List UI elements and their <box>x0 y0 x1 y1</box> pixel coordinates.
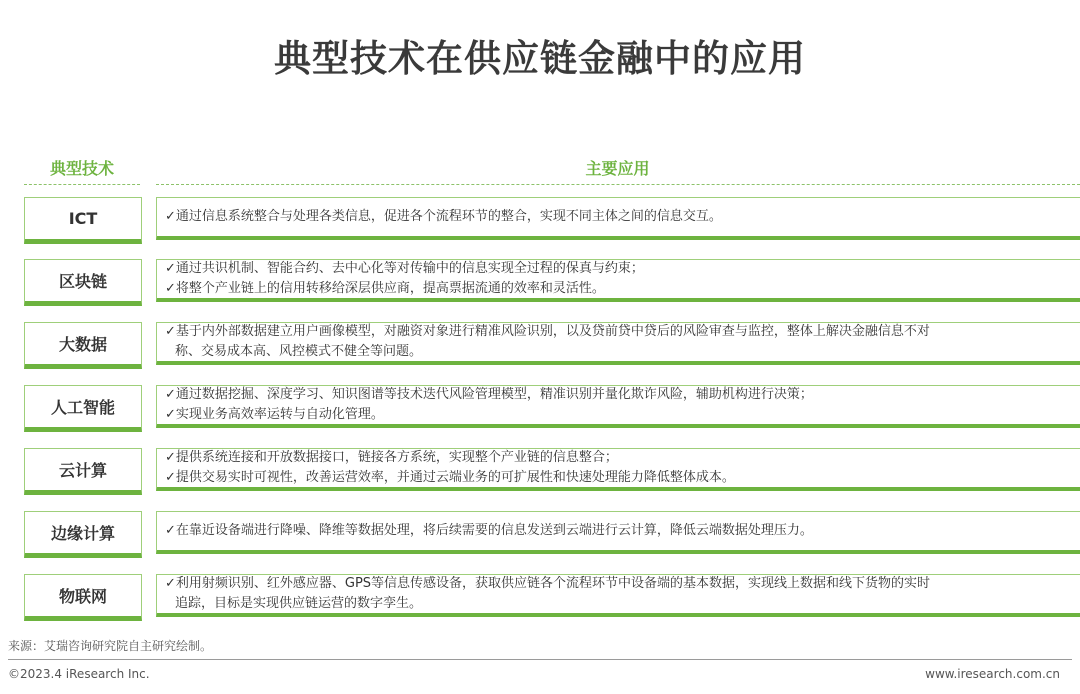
app-description <box>156 448 1080 491</box>
app-description <box>156 197 1080 240</box>
tech-label: 区块链 <box>24 259 142 306</box>
column-header-app: 主要应用 <box>585 159 650 178</box>
tech-label: 大数据 <box>24 322 142 369</box>
header-divider-tech <box>24 184 140 185</box>
tech-label: 云计算 <box>24 448 142 495</box>
table-row <box>0 197 1080 243</box>
app-description <box>156 322 1080 365</box>
app-line: ✓通过数据挖掘、深度学习、知识图谱等技术迭代风险管理模型，精准识别并量化欺诈风险，辅助机构进行决策； <box>165 387 813 402</box>
table-row <box>0 448 1080 494</box>
table-row <box>0 574 1080 620</box>
tech-label: 人工智能 <box>24 385 142 432</box>
tech-label: ICT <box>24 197 142 244</box>
copyright-text: ©2023.4 iResearch Inc. <box>8 667 150 681</box>
table-row <box>0 259 1080 305</box>
table-row <box>0 385 1080 431</box>
app-line: ✓提供交易实时可视性，改善运营效率，并通过云端业务的可扩展性和快速处理能力降低整体成本。 <box>165 470 735 485</box>
table-row <box>0 511 1080 557</box>
page-title: 典型技术在供应链金融中的应用 <box>274 37 806 80</box>
footer-divider <box>8 659 1072 660</box>
app-line: ✓利用射频识别、红外感应器、GPS等信息传感设备，获取供应链各个流程环节中设备端的基本数据，实现线上数据和线下货物的实时 <box>165 576 931 591</box>
app-line: ✓在靠近设备端进行降噪、降维等数据处理，将后续需要的信息发送到云端进行云计算，降低云端数据处理压力。 <box>165 523 813 538</box>
tech-label: 物联网 <box>24 574 142 621</box>
header-divider-app <box>156 184 1080 185</box>
table-row <box>0 322 1080 368</box>
app-line: ✓将整个产业链上的信用转移给深层供应商，提高票据流通的效率和灵活性。 <box>165 281 605 296</box>
app-line: ✓提供系统连接和开放数据接口，链接各方系统，实现整个产业链的信息整合； <box>165 450 618 465</box>
tech-label: 边缘计算 <box>24 511 142 558</box>
app-line: ✓通过信息系统整合与处理各类信息，促进各个流程环节的整合，实现不同主体之间的信息交互。 <box>165 209 722 224</box>
app-line: 追踪，目标是实现供应链运营的数字孪生。 <box>175 596 423 611</box>
app-description <box>156 574 1080 617</box>
app-line: ✓实现业务高效率运转与自动化管理。 <box>165 407 384 422</box>
column-header-tech: 典型技术 <box>49 159 114 178</box>
website-url: www.iresearch.com.cn <box>925 667 1060 681</box>
source-note: 来源：艾瑞咨询研究院自主研究绘制。 <box>8 639 213 653</box>
app-description <box>156 385 1080 428</box>
app-description <box>156 511 1080 554</box>
app-line: 称、交易成本高、风控模式不健全等问题。 <box>175 344 423 359</box>
app-description <box>156 259 1080 302</box>
app-line: ✓基于内外部数据建立用户画像模型，对融资对象进行精准风险识别，以及贷前贷中贷后的风险审查与监控，整体上解决金融信息不对 <box>165 324 930 339</box>
app-line: ✓通过共识机制、智能合约、去中心化等对传输中的信息实现全过程的保真与约束； <box>165 261 644 276</box>
